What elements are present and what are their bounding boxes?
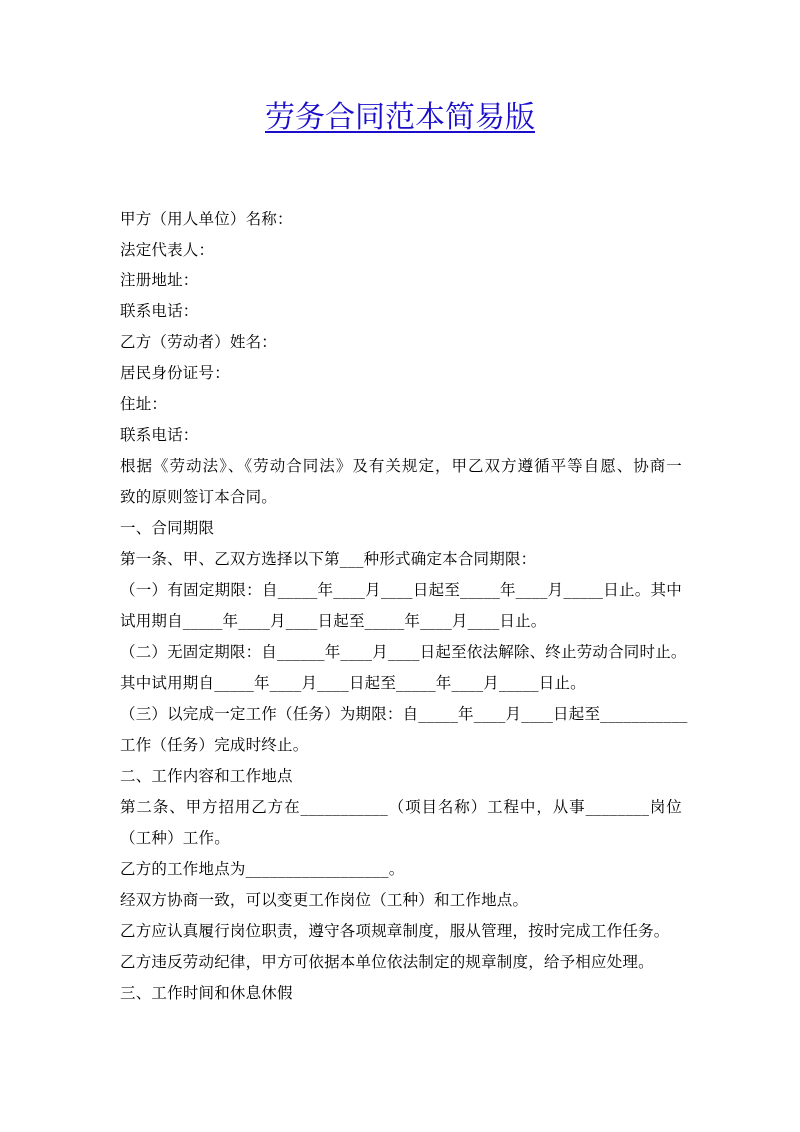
party-b-name-line: 乙方（劳动者）姓名： [120, 333, 278, 351]
open-term-line-1: （二）无固定期限：自______年____月____日起至依法解除、终止劳动合同时止。 [120, 643, 687, 661]
section-heading-term: 一、合同期限 [120, 519, 215, 537]
party-a-name-line: 甲方（用人单位）名称： [120, 210, 293, 228]
duties-line: 乙方应认真履行岗位职责，遵守各项规章制度，服从管理，按时完成工作任务。 [120, 922, 670, 940]
preamble-line-1: 根据《劳动法》、《劳动合同法》及有关规定，甲乙双方遵循平等自愿、协商一 [120, 457, 682, 475]
party-a-phone-line: 联系电话： [120, 302, 199, 320]
page-title[interactable]: 劳务合同范本简易版 [265, 100, 535, 135]
task-term-line-2: 工作（任务）完成时终止。 [120, 736, 309, 754]
task-term-line-1: （三）以完成一定工作（任务）为期限：自_____年____月____日起至___________ [120, 705, 688, 723]
article-2-line-2: （工种）工作。 [120, 829, 230, 847]
section-heading-work: 二、工作内容和工作地点 [120, 767, 293, 785]
article-2-line-1: 第二条、甲方招用乙方在___________（项目名称）工程中，从事________岗位 [120, 798, 682, 816]
article-1-line: 第一条、甲、乙双方选择以下第___种形式确定本合同期限： [120, 550, 537, 568]
party-b-phone-line: 联系电话： [120, 426, 199, 444]
registered-address-line: 注册地址： [120, 271, 199, 289]
fixed-term-line-1: （一）有固定期限：自_____年____月____日起至_____年____月_____日止。其中 [120, 581, 682, 599]
open-term-line-2: 其中试用期自_____年____月____日起至_____年____月_____日止。 [120, 674, 586, 692]
discipline-line: 乙方违反劳动纪律，甲方可依据本单位依法制定的规章制度，给予相应处理。 [120, 953, 654, 971]
section-heading-hours: 三、工作时间和休息休假 [120, 984, 293, 1002]
work-location-line: 乙方的工作地点为__________________。 [120, 860, 405, 878]
address-line: 住址： [120, 395, 168, 413]
legal-representative-line: 法定代表人： [120, 241, 215, 259]
preamble-line-2: 致的原则签订本合同。 [120, 488, 278, 506]
fixed-term-line-2: 试用期自_____年____月____日起至_____年____月____日止。 [120, 612, 547, 630]
change-position-line: 经双方协商一致，可以变更工作岗位（工种）和工作地点。 [120, 891, 529, 909]
id-number-line: 居民身份证号： [120, 364, 230, 382]
